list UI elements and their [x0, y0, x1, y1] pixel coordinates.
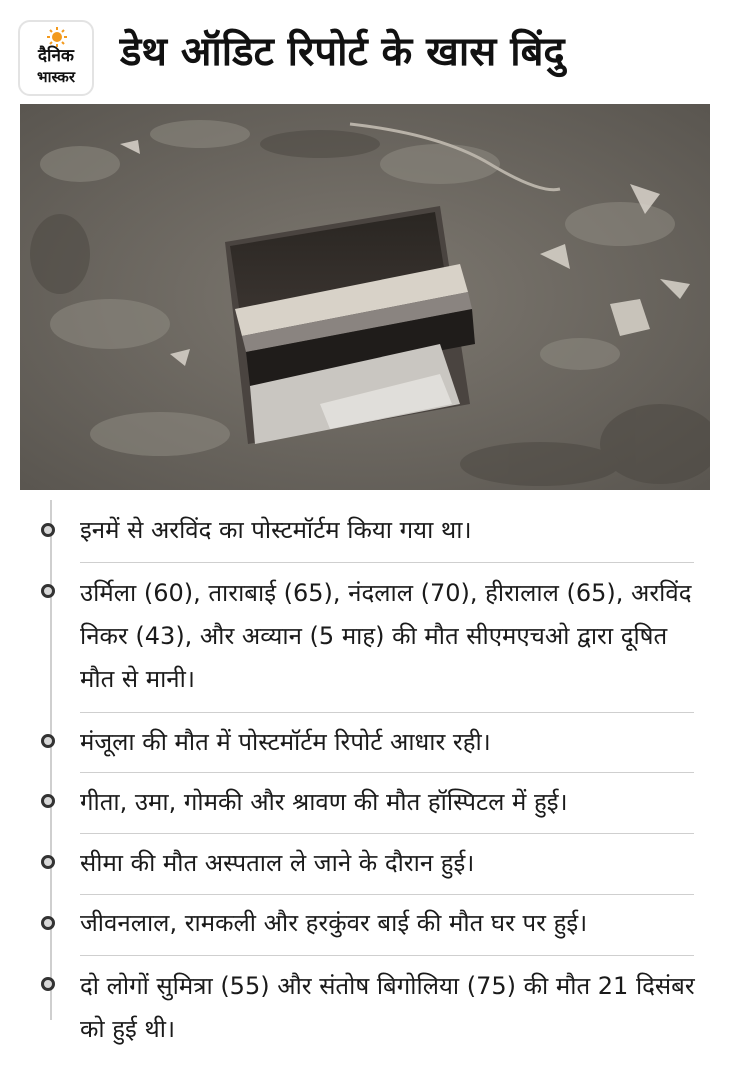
divider	[80, 955, 694, 956]
point-text: मंजूला की मौत में पोस्टमॉर्टम रिपोर्ट आधार रही।	[80, 728, 491, 756]
logo-line-1: दैनिक	[38, 46, 74, 66]
bullet-icon	[41, 916, 55, 930]
point-text: गीता, उमा, गोमकी और श्रावण की मौत हॉस्पिटल में हुई।	[80, 788, 568, 816]
page-title: डेथ ऑडिट रिपोर्ट के खास बिंदु	[120, 29, 565, 75]
header	[0, 0, 730, 104]
point-text: जीवनलाल, रामकली और हरकुंवर बाई की मौत घर पर हुई।	[80, 909, 588, 937]
bullet-icon	[41, 734, 55, 748]
point-text: इनमें से अरविंद का पोस्टमॉर्टम किया गया था।	[80, 516, 472, 544]
divider	[80, 772, 694, 773]
point-text: सीमा की मौत अस्पताल ले जाने के दौरान हुई।	[80, 849, 475, 877]
sewer-photo	[20, 104, 710, 490]
dainik-bhaskar-logo	[18, 20, 94, 96]
logo-line-2: भास्कर	[37, 68, 75, 86]
point-text: दो लोगों सुमित्रा (55) और संतोष बिगोलिया (75) की मौत 21 दिसंबर को हुई थी।	[80, 972, 695, 1043]
divider	[80, 833, 694, 834]
divider	[80, 562, 694, 563]
bullet-icon	[41, 977, 55, 991]
bullet-icon	[41, 584, 55, 598]
divider	[80, 894, 694, 895]
bullet-icon	[41, 855, 55, 869]
divider	[80, 712, 694, 713]
sun-icon	[47, 27, 67, 47]
bullet-icon	[41, 794, 55, 808]
point-text: उर्मिला (60), ताराबाई (65), नंदलाल (70), हीरालाल (65), अरविंद निकर (43), और अव्यान (5 माह) की मौत सीएमएचओ द्वारा दूषित मौत से मानी।	[80, 579, 692, 693]
bullet-icon	[41, 523, 55, 537]
